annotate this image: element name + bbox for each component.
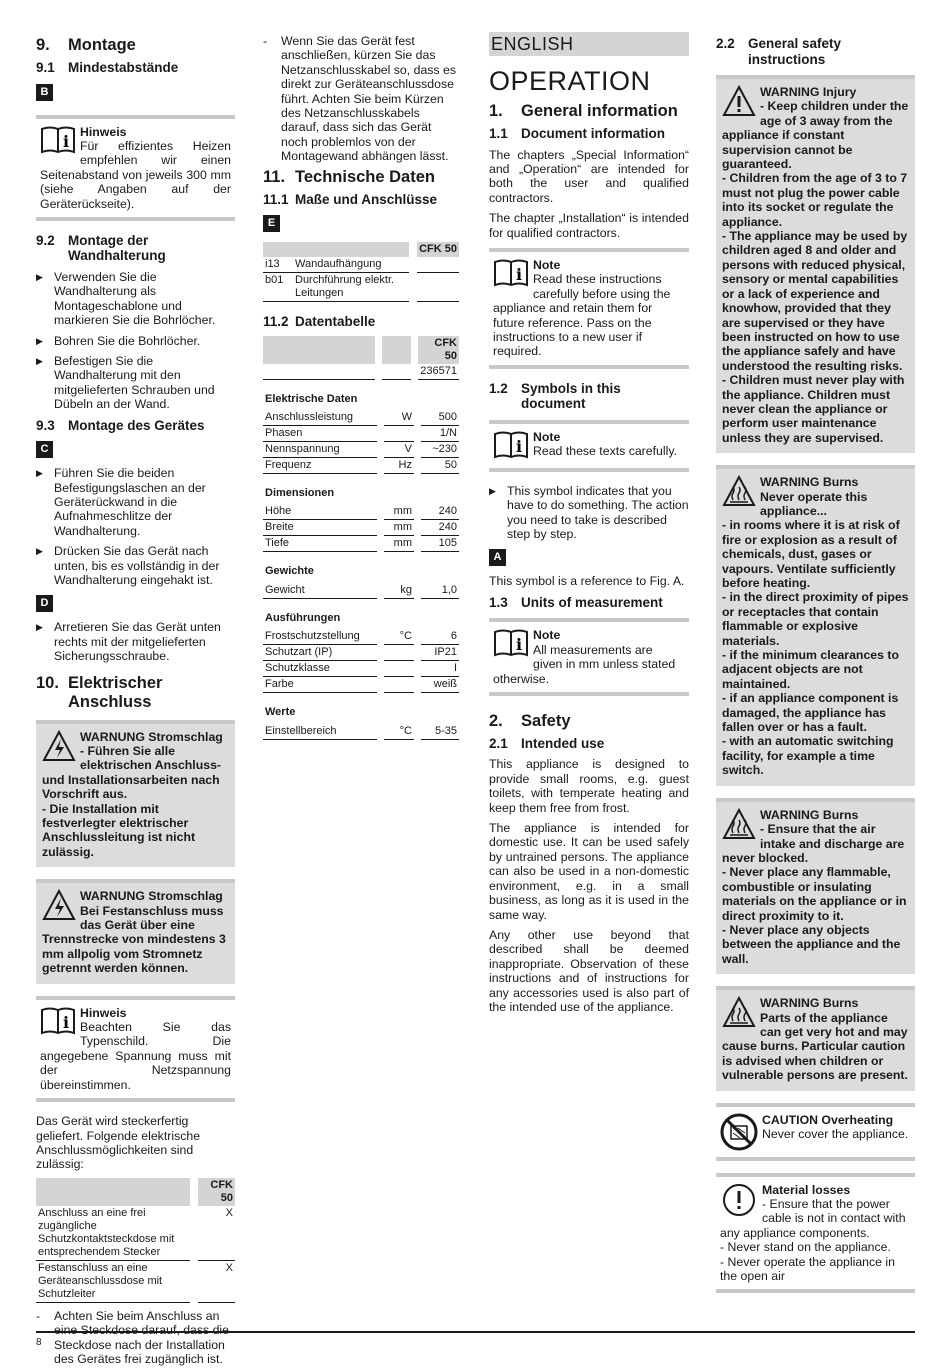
column-4: [716, 34, 915, 1305]
hot-surface-warning-icon: [722, 996, 756, 1028]
bullet-marker: ▶: [36, 546, 43, 557]
hinweis-text: Für effizientes Heizen empfehlen wir einen Seitenabstand von jeweils 300 mm (siehe Angaben auf der Geräterückseite).: [40, 138, 231, 211]
hinweis-note-2: i Hinweis Beachten Sie das Typenschild. Die angegebene Spannung muss mit der Netzspannung übereinstimmen.: [36, 996, 235, 1102]
warning-line: - Führen Sie alle elektrischen Anschluss- und Installationsarbeiten nach Vorschrift aus.: [42, 743, 222, 802]
figure-ref-d: D: [36, 595, 53, 612]
table-cell-value: 105: [421, 536, 459, 552]
table-cell-unit: kg: [384, 583, 414, 599]
table-row: [263, 410, 459, 426]
table-section: [263, 629, 459, 693]
bullet-marker: ▶: [36, 355, 43, 366]
svg-text:i: i: [62, 131, 70, 151]
table-cell-label: Tiefe: [263, 536, 377, 552]
warning-line: - Children from the age of 3 to 7 must not plug the power cable into its socket or regulate the appliance.: [722, 171, 908, 229]
page-number: 8: [36, 1337, 42, 1348]
instruction-text: Verwenden Sie die Wandhalterung als Montageschablone und markieren Sie die Bohrlöcher.: [54, 269, 216, 328]
table-cell-label: Anschlussleistung: [263, 410, 377, 426]
warning-line: - Never place any flammable, combustible or insulating materials on the appliance or in direct proximity to it.: [722, 865, 907, 923]
instruction-text: Führen Sie die beiden Befestigungslaschen an der Geräterückwand in die Aufnahmeschlitze der Wandhalterung.: [54, 466, 206, 538]
exclamation-circle-icon: [722, 1183, 756, 1217]
table-cell-label: Breite: [263, 520, 377, 536]
warning-burns-2: WARNING Burns - Ensure that the air intake and discharge are never blocked. - Never place any flammable, combustible or insulating materials on the appliance or in direct proximity to it. - Never place any objects between the appliance and the wall.: [716, 798, 915, 974]
section-1-1-heading: 1.1 Document information: [489, 126, 665, 141]
connection-table: CFK 50 Anschluss an eine frei zugängliche Schutzkontaktsteckdose mit entsprechendem Stecker X Festanschluss an eine Geräteanschlussdose mit Schutzleiter X: [36, 1178, 235, 1303]
chapter-title: OPERATION: [489, 66, 651, 96]
table-row: [263, 661, 459, 677]
section-2-1-heading: 2.1 Intended use: [489, 735, 605, 751]
table-cell-unit: Hz: [384, 458, 414, 474]
book-info-icon: [40, 1006, 76, 1036]
data-table: CFK 50 236571: [263, 336, 459, 380]
hot-surface-warning-icon: [722, 808, 756, 840]
table-cell-code: b01: [263, 273, 293, 302]
table-cell-value: weiß: [421, 677, 459, 693]
book-info-icon: [40, 125, 76, 155]
book-info-icon: [493, 628, 529, 658]
warning-line: - in the direct proximity of pipes or receptacles that contain flammable or explosive materials.: [722, 590, 909, 648]
warning-line: Never operate this appliance...: [760, 489, 868, 518]
table-cell-value: X: [198, 1206, 235, 1261]
table-cell-value: X: [198, 1260, 235, 1302]
hot-surface-warning-icon: [722, 475, 756, 507]
warning-line: - Ensure that the power cable is not in contact with any appliance components.: [720, 1197, 906, 1240]
warning-burns-3: WARNING Burns Parts of the appliance can get very hot and may cause burns. Particular caution is advised when children or vulnerable persons are present.: [716, 986, 915, 1090]
table-row: [36, 1260, 235, 1302]
section-11-1-heading: 11.1 Maße und Anschlüsse: [263, 191, 438, 207]
column-2: [263, 34, 459, 740]
table-cell-label: Schutzart (IP): [263, 645, 377, 661]
dash-item: - Achten Sie beim Anschluss an eine Steckdose darauf, dass die Steckdose nach der Installation des Gerätes frei zugänglich ist.: [36, 1308, 230, 1366]
language-banner: ENGLISH: [489, 32, 689, 56]
table-row: [263, 724, 459, 740]
svg-text:i: i: [515, 264, 523, 284]
instruction-text: Arretieren Sie das Gerät unten rechts mit der mitgelieferten Sicherungsschraube.: [54, 620, 221, 664]
bullet-item: ▶ This symbol indicates that you have to do something. The action you need to take is described step by step.: [489, 483, 689, 541]
table-cell-label: Höhe: [263, 504, 377, 520]
table-cell-value: 500: [421, 410, 459, 426]
instruction-text: Drücken Sie das Gerät nach unten, bis es vollständig in der Wandhalterung eingehakt ist.: [54, 544, 220, 587]
table-cell-unit: [384, 645, 414, 661]
table-cell-unit: mm: [384, 520, 414, 536]
instruction-step: [36, 270, 235, 328]
section-9-1-heading: 9.1 Mindestabstände: [36, 60, 179, 75]
table-section: [263, 410, 459, 474]
book-info-icon: [493, 430, 529, 460]
warning-burns-1: WARNING Burns Never operate this appliance... - in rooms where it is at risk of fire or explosion as a result of chemicals, dust, gases or vapours. Ventilate sufficiently before heating. - in the direct proximity of pipes or receptacles that contain flammable or explosive materials. - if the minimum clearances to adjacent objects are not maintained. - if an appliance component is damaged, the appliance has fallen over or has a fault. - with an automatic switching facility, for example a time switch.: [716, 465, 915, 786]
bullet-marker: ▶: [36, 335, 43, 346]
instruction-step: [36, 354, 235, 412]
table-cell-unit: V: [384, 442, 414, 458]
warning-line: - Never stand on the appliance.: [720, 1240, 891, 1255]
table-row: [263, 273, 459, 302]
table-section-title: Elektrische Daten: [265, 392, 358, 405]
warning-injury: WARNING Injury - Keep children under the age of 3 away from the appliance if constant supervision cannot be guaranteed. - Children from the age of 3 to 7 must not plug the power cable into its socket or regulate the appliance. - The appliance may be used by children aged 8 and older and persons with reduced physical, sensory or mental capabilities or a lack of experience and knowhow, provided that they are supervised or they have been instructed on how to use the appliance safely and have understood the resulting risks. - Children must never play with the appliance. Children must never clean the appliance or perform user maintenance unless they are supervised.: [716, 75, 915, 453]
hinweis-note-1: i Hinweis Für effizientes Heizen empfehlen wir einen Seitenabstand von jeweils 300 mm (siehe Angaben auf der Geräterückseite).: [36, 115, 235, 221]
article-number: 236571: [418, 364, 459, 380]
bullet-marker: ▶: [36, 271, 43, 282]
table-cell-value: ~230: [421, 442, 459, 458]
section-9-heading: 9. Montage: [36, 36, 136, 54]
table-cell-unit: mm: [384, 536, 414, 552]
table-cell-label: Frequenz: [263, 458, 377, 474]
warning-line: - Keep children under the age of 3 away from the appliance if constant supervision cannot be guaranteed.: [722, 99, 909, 172]
exclamation-warning-icon: [722, 85, 756, 117]
table-row: [263, 645, 459, 661]
material-losses-note: Material losses - Ensure that the power cable is not in contact with any appliance components. - Never stand on the appliance. - Never operate the appliance in the open air: [716, 1173, 915, 1294]
warning-line: - if an appliance component is damaged, the appliance has fallen over or has a fault.: [722, 691, 899, 735]
figure-ref-b: B: [36, 84, 53, 101]
table-cell-value: [417, 273, 459, 302]
instruction-text: Befestigen Sie die Wandhalterung mit den mitgelieferten Schrauben und Dübeln an der Wand.: [54, 353, 215, 412]
warning-line: - Children must never play with the appliance. Children must never clean the appliance or perform user maintenance unless they are supervised.: [722, 373, 905, 445]
section-1-heading: 1. General information: [489, 102, 678, 120]
instruction-text: Bohren Sie die Bohrlöcher.: [54, 333, 201, 348]
warning-line: - if the minimum clearances to adjacent objects are not maintained.: [722, 648, 899, 691]
table-cell-unit: W: [384, 410, 414, 426]
warning-line: - with an automatic switching facility, for example a time switch.: [722, 734, 894, 778]
table-section-title: Gewichte: [265, 565, 314, 578]
table-row: [263, 629, 459, 645]
footer-rule: [36, 1331, 915, 1333]
svg-text:i: i: [515, 436, 523, 456]
note-1: i Note Read these instructions carefully before using the appliance and retain them for future reference. Pass on the instructions to a new user if required.: [489, 248, 689, 369]
section-9-2-heading: 9.2 Montage der Wandhalterung: [36, 232, 166, 264]
table-row: [263, 536, 459, 552]
instruction-step: [36, 334, 235, 348]
section-2-heading: 2. Safety: [489, 711, 571, 730]
table-cell-label: Schutzklasse: [263, 661, 377, 677]
table-row: [36, 1206, 235, 1261]
table-section-title: Werte: [265, 706, 296, 719]
table-row: [263, 520, 459, 536]
table-cell-label: Einstellbereich: [263, 724, 377, 740]
bullet-marker: ▶: [36, 622, 43, 633]
table-cell-label: Farbe: [263, 677, 377, 693]
warning-line: - Never operate the appliance in the open air: [720, 1254, 895, 1284]
section-11-2-heading: 11.2 Datentabelle: [263, 314, 376, 330]
column-1: [36, 34, 235, 1370]
table-cell-value: 240: [421, 520, 459, 536]
note-2: i Note Read these texts carefully.: [489, 420, 689, 472]
instruction-step: [36, 620, 235, 663]
table-cell-code: i13: [263, 257, 293, 273]
table-cell-label: Frostschutzstellung: [263, 629, 377, 645]
dash-item: - Wenn Sie das Gerät fest anschließen, kürzen Sie das Netzanschlusskabel so, dass es direkt zur Geräteanschlussdose führt. Achten Sie beim Kürzen des Netzanschlusskabels darauf, dass sich das Gerät noch problemlos von der Montagewand abhängen lässt.: [263, 34, 456, 164]
table-cell-unit: °C: [384, 724, 414, 740]
note-3: i Note All measurements are given in mm unless stated otherwise.: [489, 618, 689, 696]
table-cell-label: Festanschluss an eine Geräteanschlussdose mit Schutzleiter: [36, 1260, 190, 1302]
book-info-icon: [493, 258, 529, 288]
electric-warning-icon: [42, 730, 76, 762]
instruction-list-9-2: [36, 270, 235, 412]
figure-ref-e: E: [263, 215, 280, 232]
section-1-2-heading: 1.2 Symbols in this document: [489, 380, 621, 412]
figure-ref-c: C: [36, 441, 53, 458]
table-cell-value: 6: [421, 629, 459, 645]
table-row: [263, 442, 459, 458]
do-not-cover-icon: [720, 1113, 758, 1151]
table-cell-value: [417, 257, 459, 273]
instruction-step: [36, 466, 235, 538]
table-cell-label: Durchführung elektr. Leitungen: [293, 273, 409, 302]
instruction-step: [36, 544, 235, 587]
warning-electric-shock-1: WARNUNG Stromschlag - Führen Sie alle elektrischen Anschluss- und Installationsarbeiten nach Vorschrift aus. - Die Installation mit festverlegter elektrischer Anschlussleitung ist nicht zulässig.: [36, 720, 235, 868]
data-table-sections: [263, 392, 459, 740]
warning-electric-shock-2: WARNUNG Stromschlag Bei Festanschluss muss das Gerät über eine Trennstrecke von mindestens 3 mm allpolig vom Stromnetz getrennt werden können.: [36, 879, 235, 983]
table-row: [263, 257, 459, 273]
section-1-3-heading: 1.3 Units of measurement: [489, 594, 663, 610]
bullet-marker: ▶: [36, 468, 43, 479]
table-cell-label: Nennspannung: [263, 442, 377, 458]
table-cell-label: Wandaufhängung: [293, 257, 409, 273]
svg-text:i: i: [62, 1012, 70, 1032]
instruction-list-9-3-b: [36, 620, 235, 663]
warning-line: - in rooms where it is at risk of fire or explosion as a result of chemicals, dust, gases or vapours. Ventilate sufficiently before heating.: [722, 518, 900, 590]
warning-line: - Ensure that the air intake and discharge are never blocked.: [722, 822, 905, 865]
table-cell-value: I: [421, 661, 459, 677]
table-cell-unit: [384, 426, 414, 442]
instruction-list-9-3: [36, 466, 235, 587]
table-cell-label: Phasen: [263, 426, 377, 442]
table-cell-unit: [384, 661, 414, 677]
figure-ref-a: A: [489, 549, 506, 566]
paragraph-connection: Das Gerät wird steckerfertig geliefert. Folgende elektrische Anschlussmöglichkeiten sind zulässig:: [36, 1114, 201, 1172]
table-row: [263, 458, 459, 474]
table-row: [263, 583, 459, 599]
table-row: [263, 677, 459, 693]
table-cell-label: Anschluss an eine frei zugängliche Schutzkontaktsteckdose mit entsprechendem Stecker: [36, 1206, 190, 1261]
section-2-2-heading: 2.2 General safety instructions: [716, 36, 842, 67]
table-row: [263, 426, 459, 442]
dimensions-table: CFK 50 i13 Wandaufhängung b01 Durchführung elektr. Leitungen: [263, 242, 459, 302]
section-11-heading: 11. Technische Daten: [263, 167, 435, 186]
table-section: [263, 583, 459, 599]
table-cell-unit: mm: [384, 504, 414, 520]
table-cell-value: IP21: [421, 645, 459, 661]
table-cell-value: 1,0: [421, 583, 459, 599]
section-10-heading: 10. Elektrischer Anschluss: [36, 673, 163, 711]
table-section: [263, 504, 459, 552]
svg-text:i: i: [515, 635, 523, 655]
table-cell-label: Gewicht: [263, 583, 377, 599]
table-cell-value: 5-35: [421, 724, 459, 740]
table-section-title: Ausführungen: [265, 611, 341, 624]
table-cell-value: 1/N: [421, 426, 459, 442]
table-cell-value: 240: [421, 504, 459, 520]
table-cell-unit: [384, 677, 414, 693]
column-3: ENGLISH OPERATION 1. General information 1.1 Document information The chapters „Special Information“ and „Operation“ are intended for both the user and qualified contractors. The chapter „Installation“ is intended for qualified contractors. i Note Read these instructions carefully before using the appliance and retain them for future reference. Pass on the instructions to a new user if required. 1.2 Symbols in this document i Note Read these texts carefully. ▶ This symbol indicates that you have to do something. The action you need to take is described step by step. A This symbol is a reference to Fig. A. 1.3 Units of measurement i Note All measurements are given in mm unless stated otherwise. 2. Safety 2.1 Intended use This appliance is designed to provide small rooms, e.g. guest toilets, with temperate heating and keep them free from frost. The appliance is intended for domestic use. It can be used safely by untrained persons. The appliance can also be used in a non-domestic environment, e.g. in a small business, as long as it is used in the same way. Any other use beyond that described shall be deemed inappropriate. Observation of these instructions and of instructions for any accessories used is also part of the intended use of the appliance.: [489, 34, 689, 1014]
electric-warning-icon: [42, 889, 76, 921]
warning-line: - The appliance may be used by children aged 8 and older and persons with reduced physical, sensory or mental capabilities or a lack of experience and knowhow, provided that they are supervised or they have been instructed on how to use the appliance safely and have understood the resulting risks.: [722, 229, 908, 373]
table-section-title: Dimensionen: [265, 487, 335, 500]
table-cell-value: 50: [421, 458, 459, 474]
table-section: [263, 724, 459, 740]
section-9-3-heading: 9.3 Montage des Gerätes: [36, 417, 205, 433]
table-cell-unit: °C: [384, 629, 414, 645]
table-row: [263, 504, 459, 520]
warning-line: - Never place any objects between the appliance and the wall.: [722, 922, 901, 966]
caution-overheating: CAUTION Overheating Never cover the appliance.: [716, 1103, 915, 1161]
warning-line: - Die Installation mit festverlegter elektrischer Anschlussleitung ist nicht zulässig.: [42, 801, 196, 859]
